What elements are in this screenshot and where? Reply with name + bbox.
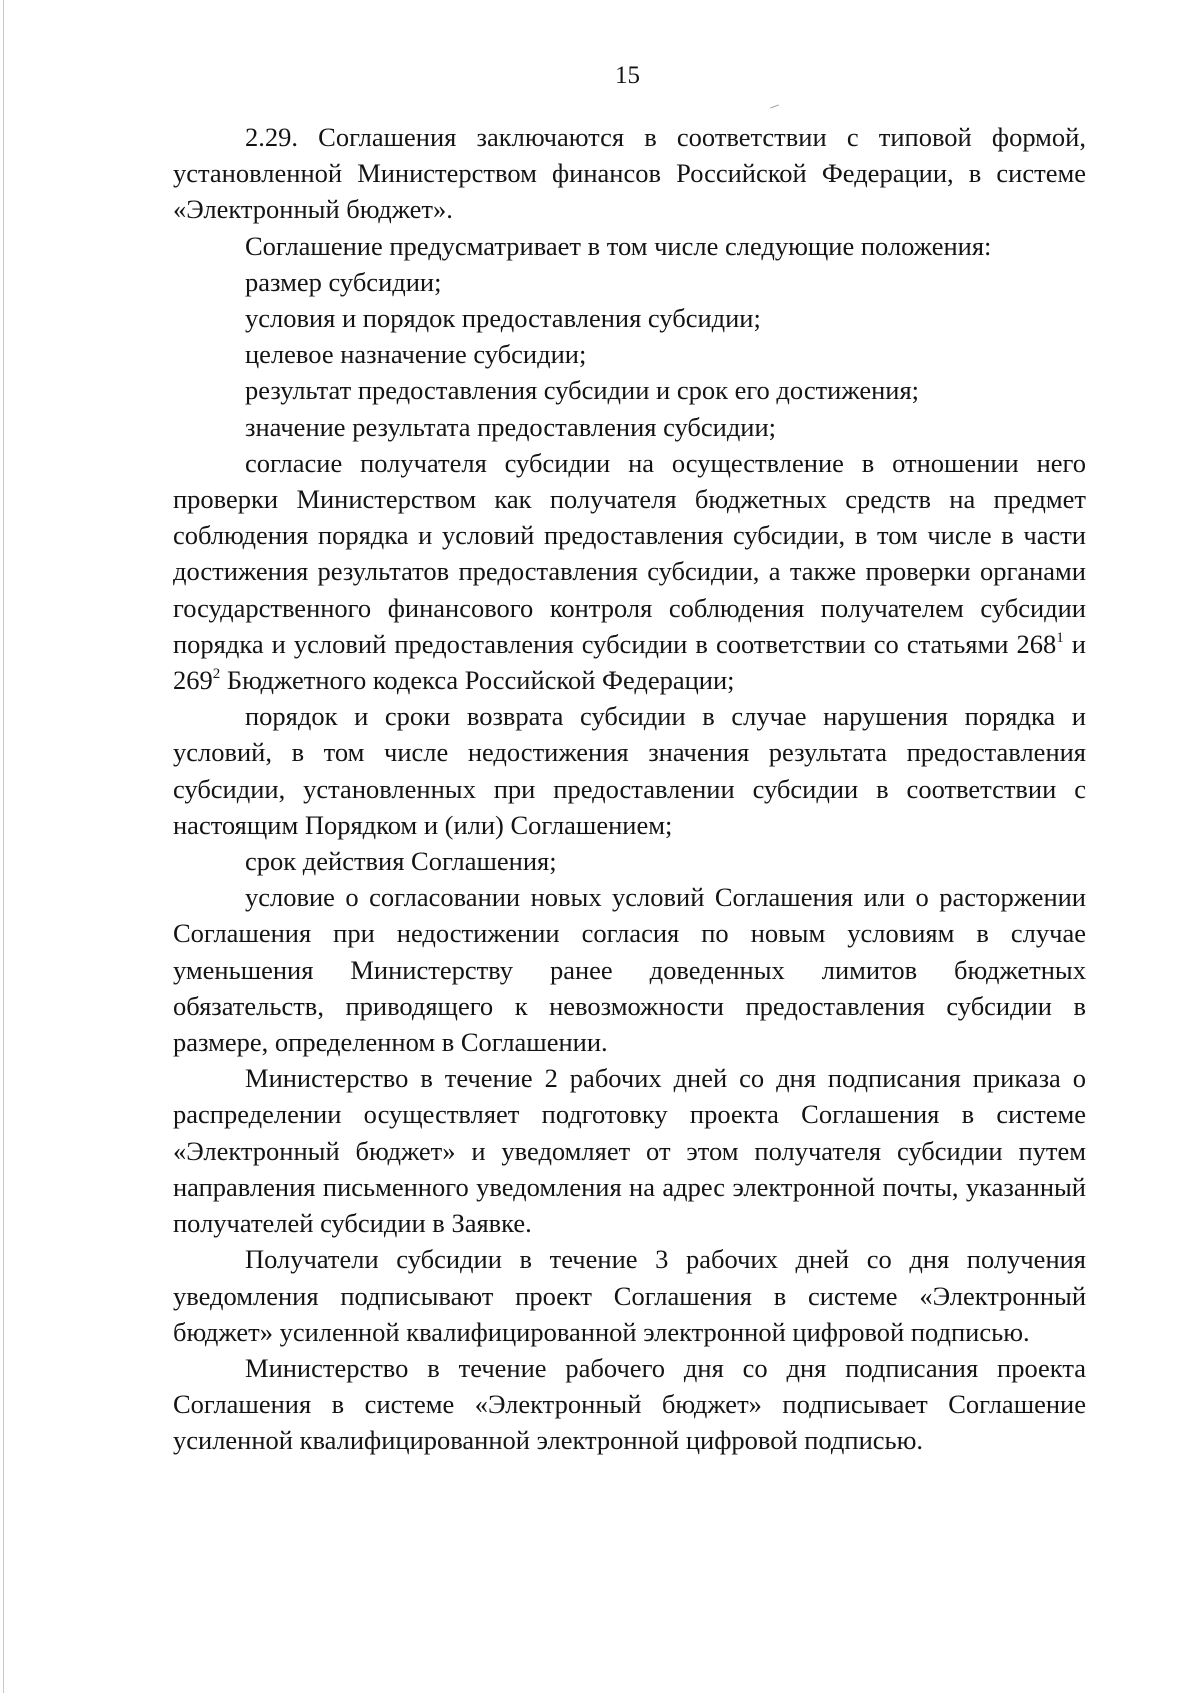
list-item-new-conditions: условие о согласовании новых условий Соглашения или о расторжении Соглашения при недостижении согласия по новым условиям в случае уменьшения Министерству ранее доведенных лимитов бюджетных обязательств, приводящего к невозможности предоставления субсидии в размере, определенном в Соглашении. — [173, 882, 1086, 1058]
superscript-article-268: 1 — [1056, 629, 1064, 646]
paragraph-clause-2-29: 2.29. Соглашения заключаются в соответствии с типовой формой, установленной Министерством финансов Российской Федерации, в системе «Электронный бюджет». — [173, 122, 1086, 225]
scan-speck-mark — [770, 104, 779, 108]
list-item-refund-procedure: порядок и сроки возврата субсидии в случае нарушения порядка и условий, в том числе недостижения значения результата предоставления субсидии, установленных при предоставлении субсидии в соответствии с настоящим Порядком и (или) Соглашением; — [173, 701, 1086, 840]
paragraph-recipients-signing: Получатели субсидии в течение 3 рабочих дней со дня получения уведомления подписывают проект Соглашения в системе «Электронный бюджет» усиленной квалифицированной электронной цифровой подписью. — [173, 1244, 1086, 1347]
verification-text-part-2: и 269 — [173, 628, 1086, 696]
verification-text-part-1: согласие получателя субсидии на осуществление в отношении него проверки Министерством как получателя бюджетных средств на предмет соблюдения порядка и условий предоставления субсидии, в том числе в части достижения результатов предоставления субсидии, а также проверки органами государственного финансового контроля соблюдения получателем субсидии порядка и условий предоставления субсидии в соответствии со статьями 268 — [173, 447, 1086, 659]
list-item-result-value: значение результата предоставления субсидии; — [245, 411, 777, 442]
page-number: 15 — [615, 62, 640, 89]
scan-edge-line — [3, 0, 4, 1693]
list-item-subsidy-size: размер субсидии; — [245, 266, 442, 297]
document-body — [173, 119, 1086, 1459]
paragraph-ministry-draft-preparation: Министерство в течение 2 рабочих дней со дня подписания приказа о распределении осуществляет подготовку проекта Соглашения в системе «Электронный бюджет» и уведомляет от этом получателя субсидии путем направления письменного уведомления на адрес электронной почты, указанный получателей субсидии в Заявке. — [173, 1063, 1086, 1239]
list-item-verification-consent — [173, 445, 1086, 698]
superscript-article-269: 2 — [212, 666, 221, 683]
paragraph-agreement-provisions-intro: Соглашение предусматривает в том числе следующие положения: — [245, 230, 992, 261]
list-item-result-and-deadline: результат предоставления субсидии и срок его достижения; — [245, 375, 919, 406]
verification-text-part-3: Бюджетного кодекса Российской Федерации; — [220, 665, 735, 696]
paragraph-ministry-signing: Министерство в течение рабочего дня со дня подписания проекта Соглашения в системе «Электронный бюджет» подписывает Соглашение усиленной квалифицированной электронной цифровой подписью. — [173, 1352, 1086, 1456]
list-item-agreement-term: срок действия Соглашения; — [245, 846, 557, 877]
list-item-purpose: целевое назначение субсидии; — [245, 339, 587, 370]
list-item-conditions-and-procedure: условия и порядок предоставления субсидии; — [245, 303, 761, 334]
